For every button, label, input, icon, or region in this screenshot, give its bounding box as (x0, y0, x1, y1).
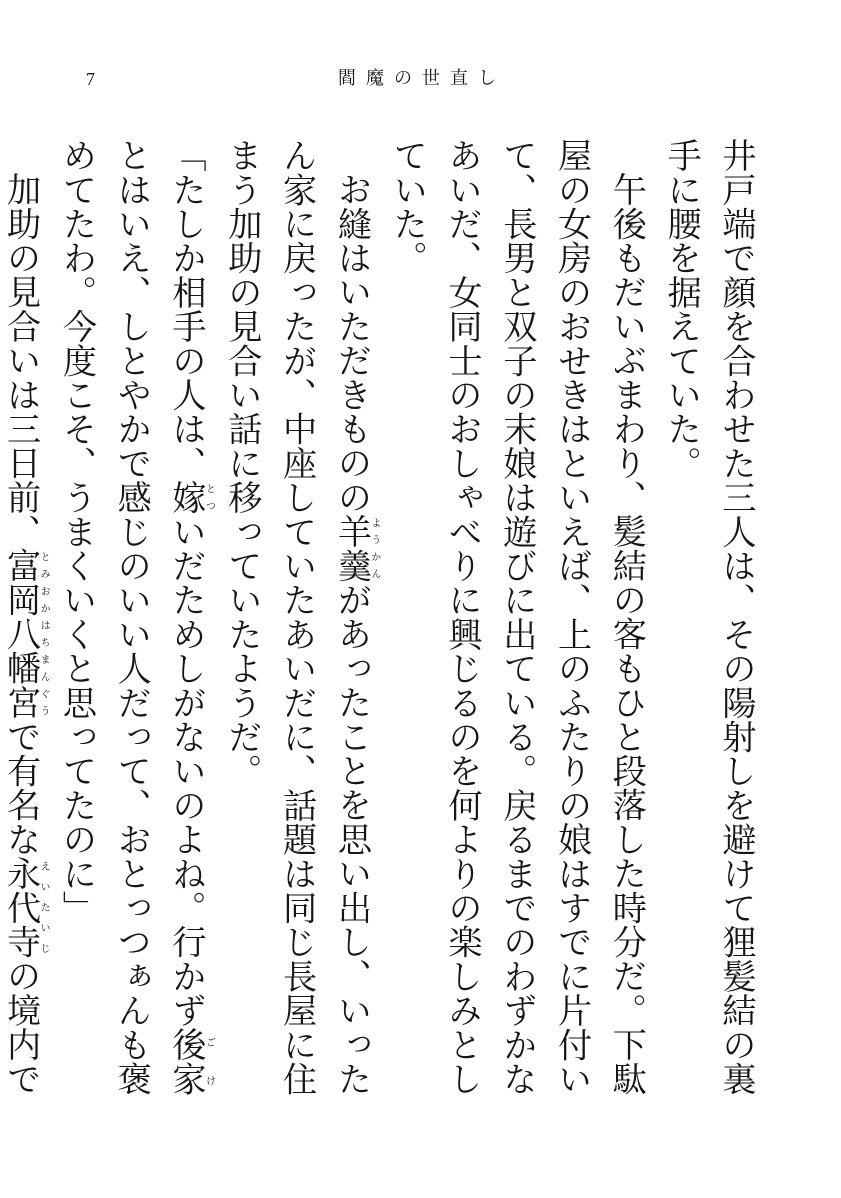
running-title: 閻魔の世直し (338, 68, 506, 89)
paragraph: 午後もだいぶまわり、髪結の客もひと段落した時分だ。下駄屋の女房のおせきはといえば、上のふたりの娘はすでに片付いて、長男と双子の末娘は遊びに出ている。戻るまでのわずかなあいだ、女同士のおしゃべりに興じるのを何よりの楽しみとしていた。 (387, 138, 647, 1096)
vertical-body-text (0, 138, 763, 1098)
paragraph: 井戸端で顔を合わせた三人は、その陽射しを避けて狸髪結の裏手に腰を据えていた。 (661, 138, 756, 1096)
paragraph-dialogue: 「たしか相手の人は、嫁とついだためしがないのよね。行かず後家ごけとはいえ、しとやかで感じのいい人だって、おとっつぁんも褒めてたわ。今度こそ、うまくいくと思ってたのに」 (56, 138, 215, 1096)
paragraph: 加助の見合いは三日前、富岡八幡宮とみおかはちまんぐうで有名な永代寺えいたいじの境内で (0, 172, 50, 1096)
ruby-annotation: 富岡八幡宮とみおかはちまんぐう (0, 548, 50, 720)
ruby-annotation: 永代寺えいたいじ (0, 856, 50, 959)
paragraph: お縫はいただきものの羊羹ようかんがあったことを思い出し、いったん家に戻ったが、中座していたあいだに、話題は同じ長屋に住まう加助の見合い話に移っていたようだ。 (221, 138, 380, 1096)
ruby-annotation: 羊羹ようかん (331, 514, 380, 583)
ruby-annotation: 嫁とつ (166, 480, 215, 515)
ruby-annotation: 後家ごけ (166, 1027, 215, 1096)
page-number: 7 (86, 69, 95, 89)
